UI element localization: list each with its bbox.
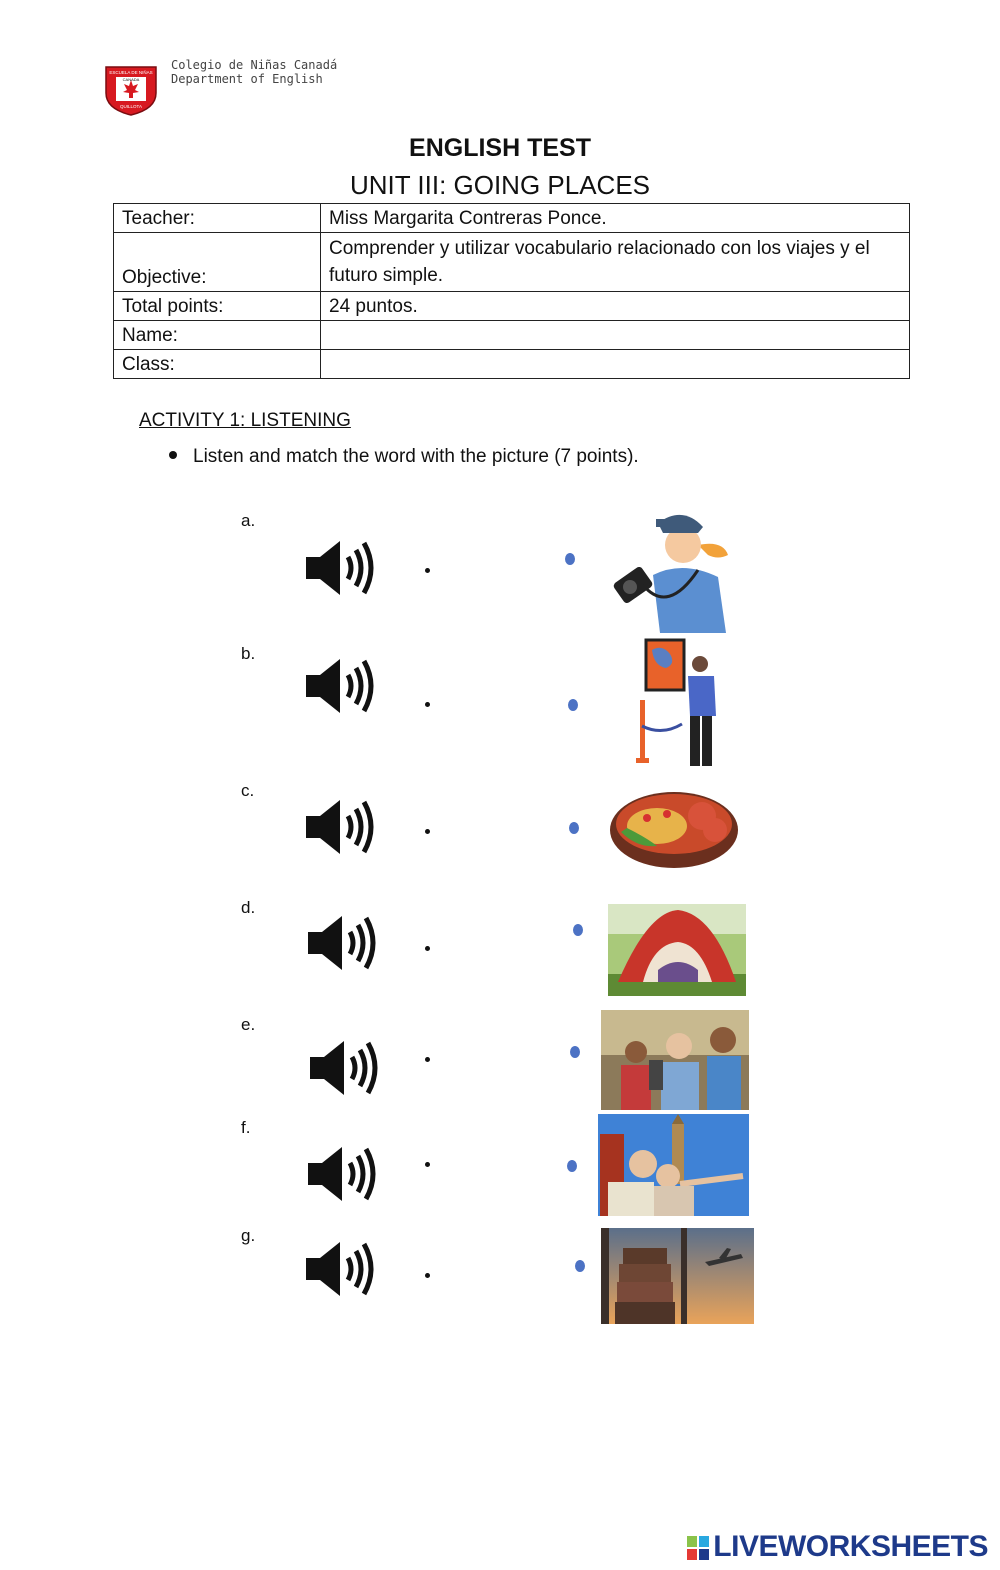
suitcases-airplane-picture[interactable]	[601, 1228, 754, 1324]
table-row	[114, 204, 910, 233]
bullet-icon	[169, 451, 177, 459]
match-point-left[interactable]	[425, 1273, 430, 1278]
school-logo	[102, 63, 160, 117]
logo-bottom-text: QUILLOTA	[120, 104, 142, 109]
match-point-right[interactable]	[567, 1160, 577, 1172]
backpackers-group-picture[interactable]	[601, 1010, 749, 1110]
name-field[interactable]	[321, 321, 910, 350]
objective-label: Objective:	[114, 233, 321, 292]
tourists-with-map-picture[interactable]	[598, 1114, 749, 1216]
match-point-right[interactable]	[569, 822, 579, 834]
food-bowl-picture[interactable]	[607, 788, 741, 876]
teacher-value: Miss Margarita Contreras Ponce.	[321, 204, 910, 233]
item-letter: c.	[241, 781, 255, 800]
logo-top-text: ESCUELA DE NIÑAS	[109, 70, 153, 75]
class-label: Class:	[114, 350, 321, 379]
table-row	[114, 350, 910, 379]
liveworksheets-logo	[687, 1530, 988, 1564]
objective-value: Comprender y utilizar vocabulario relacionado con los viajes y el futuro simple.	[321, 233, 910, 292]
camping-tent-picture[interactable]	[608, 904, 746, 996]
school-header	[171, 58, 337, 86]
match-point-left[interactable]	[425, 1057, 430, 1062]
total-points-value: 24 puntos.	[321, 292, 910, 321]
match-point-left[interactable]	[425, 568, 430, 573]
match-point-left[interactable]	[425, 1162, 430, 1167]
info-table	[113, 203, 910, 379]
match-point-right[interactable]	[573, 924, 583, 936]
liveworksheets-icon	[687, 1536, 709, 1560]
class-field[interactable]	[321, 350, 910, 379]
speaker-icon[interactable]	[300, 794, 382, 860]
item-letter: g.	[241, 1226, 256, 1245]
speaker-icon[interactable]	[300, 1236, 382, 1302]
table-row	[114, 321, 910, 350]
school-name: Colegio de Niñas Canadá	[171, 58, 338, 72]
match-point-left[interactable]	[425, 702, 430, 707]
match-point-right[interactable]	[575, 1260, 585, 1272]
table-row	[114, 233, 910, 292]
match-point-left[interactable]	[425, 829, 430, 834]
speaker-icon[interactable]	[300, 535, 382, 601]
speaker-icon[interactable]	[304, 1035, 386, 1101]
test-title: ENGLISH TEST	[409, 134, 591, 162]
speaker-icon[interactable]	[302, 1141, 384, 1207]
item-letter: e.	[241, 1015, 256, 1034]
match-point-right[interactable]	[565, 553, 575, 565]
name-label: Name:	[114, 321, 321, 350]
instruction	[169, 446, 639, 468]
teacher-label: Teacher:	[114, 204, 321, 233]
match-point-left[interactable]	[425, 946, 430, 951]
museum-visitor-picture[interactable]	[632, 636, 722, 774]
logo-mid-text: CANADA	[122, 77, 140, 82]
match-point-right[interactable]	[568, 699, 578, 711]
speaker-icon[interactable]	[300, 653, 382, 719]
brand-name: LIVEWORKSHEETS	[713, 1530, 988, 1563]
match-point-right[interactable]	[570, 1046, 580, 1058]
item-letter: a.	[241, 511, 256, 530]
total-points-label: Total points:	[114, 292, 321, 321]
item-letter: d.	[241, 898, 256, 917]
tourist-with-camera-picture[interactable]	[608, 505, 738, 635]
activity-heading: ACTIVITY 1: LISTENING	[139, 410, 351, 431]
table-row	[114, 292, 910, 321]
speaker-icon[interactable]	[302, 910, 384, 976]
department-name: Department of English	[171, 72, 323, 86]
unit-title: UNIT III: GOING PLACES	[349, 170, 651, 200]
item-letter: b.	[241, 644, 256, 663]
item-letter: f.	[241, 1118, 251, 1137]
instruction-text: Listen and match the word with the picture (7 points).	[193, 446, 639, 467]
